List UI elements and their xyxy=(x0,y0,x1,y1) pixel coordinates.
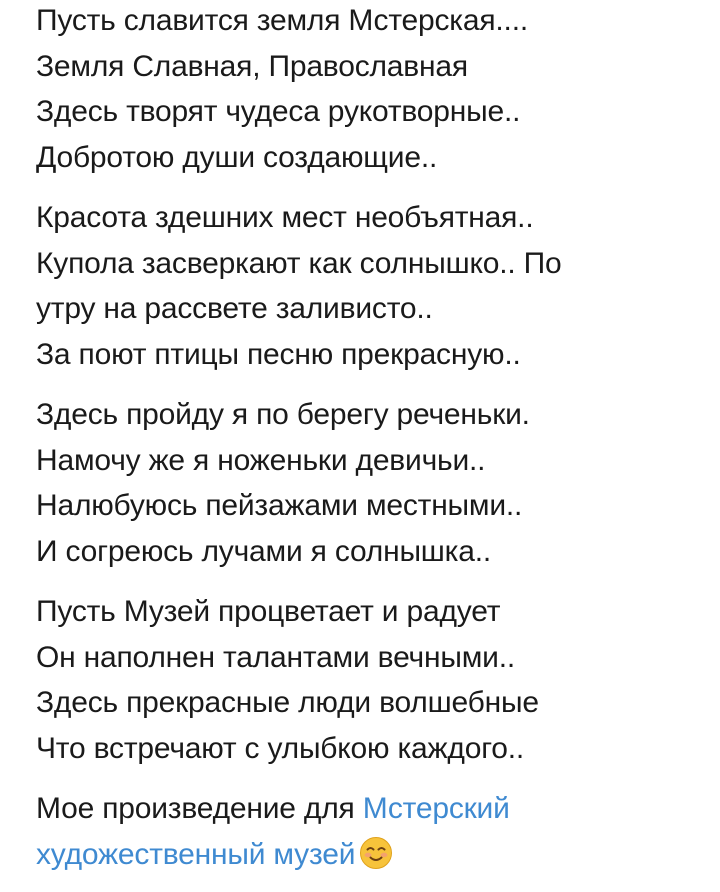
poem-line: Намочу же я ноженьки девичьи.. xyxy=(36,443,486,477)
museum-link-part-2[interactable]: художественный музей xyxy=(36,837,356,871)
poem-line: Земля Славная, Православная xyxy=(36,49,468,83)
poem-line: За поют птицы песню прекрасную.. xyxy=(36,337,521,371)
poem-line: Добротою души создающие.. xyxy=(36,140,438,174)
footer-prefix: Мое произведение для xyxy=(36,792,363,825)
poem-line: И согреюсь лучами я солнышка.. xyxy=(36,534,492,568)
stanza-1 xyxy=(36,0,716,180)
poem-line: Красота здешних мест необъятная.. xyxy=(36,201,534,234)
museum-link-part-1[interactable]: Мстерский xyxy=(362,792,510,825)
stanza-3 xyxy=(36,392,716,574)
poem-line: Здесь творят чудеса рукотворные.. xyxy=(36,95,521,128)
poem-line: Здесь пройду я по берегу реченьки. xyxy=(36,398,530,431)
smiling-face-icon xyxy=(359,836,393,870)
stanza-4 xyxy=(36,589,716,771)
stanza-2 xyxy=(36,195,716,377)
footer-stanza xyxy=(36,786,716,877)
poem-line: Пусть славится земля Мстерская.... xyxy=(36,4,528,37)
footer-line-2 xyxy=(36,832,716,878)
poem-line: Здесь прекрасные люди волшебные xyxy=(36,686,539,719)
poem-line: Купола засверкают как солнышко.. По xyxy=(36,246,562,280)
poem-line: Он наполнен талантами вечными.. xyxy=(36,640,515,674)
poem-line: Пусть Музей процветает и радует xyxy=(36,595,501,628)
footer-line-1 xyxy=(36,786,716,832)
poem-post xyxy=(36,0,716,892)
poem-line: утру на рассвете заливисто.. xyxy=(36,292,433,325)
poem-line: Налюбуюсь пейзажами местными.. xyxy=(36,489,523,522)
poem-line: Что встречают с улыбкою каждого.. xyxy=(36,731,525,765)
